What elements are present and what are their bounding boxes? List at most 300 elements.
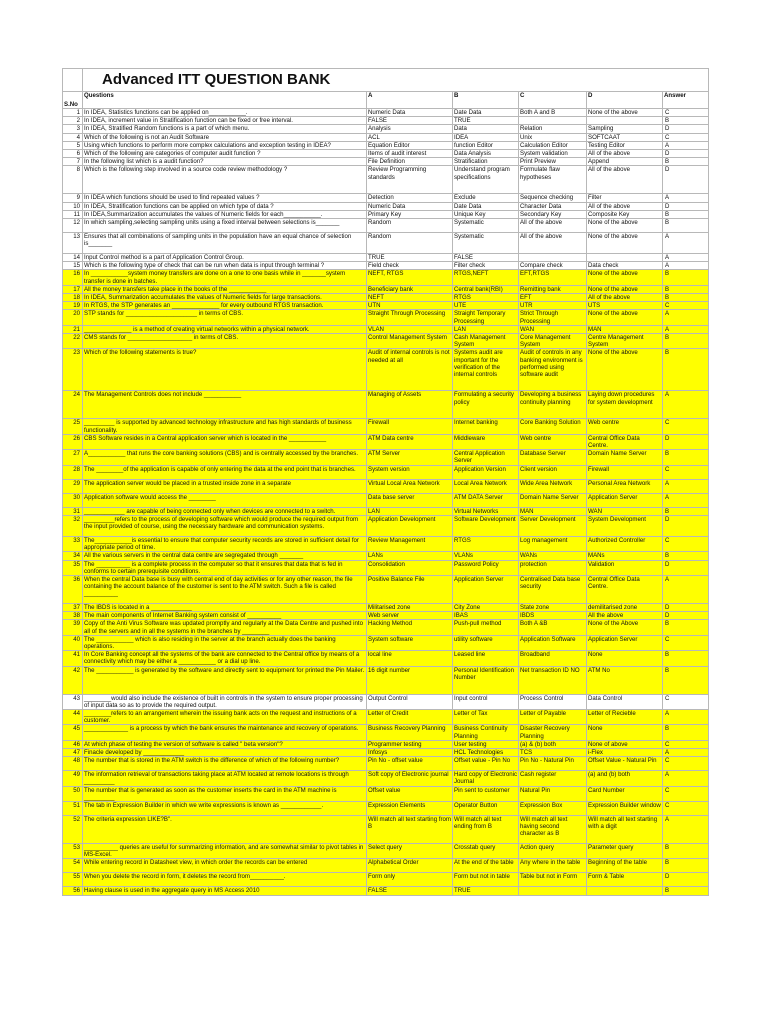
- option-d-cell[interactable]: None of the above: [587, 349, 663, 391]
- option-a-cell[interactable]: Will match all text starting from B: [367, 815, 453, 843]
- answer-cell[interactable]: B: [663, 158, 709, 166]
- question-cell[interactable]: Ensures that all combinations of sampling units in the population have an equal chance of selection is_______: [83, 233, 367, 254]
- option-c-cell[interactable]: Will match all text having second character as B: [519, 815, 587, 843]
- option-c-cell[interactable]: EFT,RTGS: [519, 270, 587, 285]
- option-c-cell[interactable]: Both A and B: [519, 109, 587, 117]
- option-a-cell[interactable]: Review Management: [367, 536, 453, 551]
- answer-cell[interactable]: B: [663, 552, 709, 560]
- option-b-cell[interactable]: Understand program specifications: [453, 166, 519, 194]
- option-b-cell[interactable]: Date Data: [453, 202, 519, 210]
- option-b-cell[interactable]: Central bank(RBI): [453, 285, 519, 293]
- question-cell[interactable]: The IBDS is located in a ____________: [83, 603, 367, 611]
- option-b-cell[interactable]: Application Server: [453, 575, 519, 603]
- option-c-cell[interactable]: Log management: [519, 536, 587, 551]
- option-c-cell[interactable]: Compare check: [519, 262, 587, 270]
- option-a-cell[interactable]: NEFT, RTGS: [367, 270, 453, 285]
- option-a-cell[interactable]: LANs: [367, 552, 453, 560]
- question-cell[interactable]: In RTGS, the STP generates an ______________ for every outbound RTGS transaction.: [83, 302, 367, 310]
- option-a-cell[interactable]: Soft copy of Electronic journal: [367, 771, 453, 786]
- question-cell[interactable]: ______________ is a method of creating virtual networks within a physical network.: [83, 325, 367, 333]
- question-cell[interactable]: In IDEA, increment value in Stratification function can be fixed or free interval.: [83, 117, 367, 125]
- option-c-cell[interactable]: Secondary Key: [519, 210, 587, 218]
- option-a-cell[interactable]: local line: [367, 651, 453, 666]
- question-cell[interactable]: Copy of the Anti Virus Software was updated promptly and regularly at the Data Centre and pushed into all of the servers and in all the systems in the branches by ________: [83, 620, 367, 635]
- header-questions[interactable]: Questions: [83, 92, 367, 109]
- option-c-cell[interactable]: [519, 887, 587, 895]
- answer-cell[interactable]: C: [663, 786, 709, 801]
- option-b-cell[interactable]: Internet banking: [453, 419, 519, 434]
- option-c-cell[interactable]: Wide Area Network: [519, 479, 587, 493]
- option-d-cell[interactable]: Testing Editor: [587, 141, 663, 149]
- option-b-cell[interactable]: Pin sent to customer: [453, 786, 519, 801]
- option-a-cell[interactable]: UTN: [367, 302, 453, 310]
- row-number[interactable]: 3: [63, 125, 83, 133]
- row-number[interactable]: 29: [63, 479, 83, 493]
- option-b-cell[interactable]: Central Application Server: [453, 450, 519, 465]
- option-d-cell[interactable]: SOFTCAAT: [587, 133, 663, 141]
- option-d-cell[interactable]: None of the above: [587, 270, 663, 285]
- option-c-cell[interactable]: Action query: [519, 843, 587, 858]
- option-a-cell[interactable]: Letter of Credit: [367, 709, 453, 724]
- option-a-cell[interactable]: FALSE: [367, 117, 453, 125]
- option-d-cell[interactable]: Authorized Controller: [587, 536, 663, 551]
- option-c-cell[interactable]: protection: [519, 560, 587, 575]
- option-a-cell[interactable]: ATM Data centre: [367, 434, 453, 449]
- answer-cell[interactable]: C: [663, 465, 709, 479]
- answer-cell[interactable]: C: [663, 536, 709, 551]
- question-cell[interactable]: The main components of Internet Banking system consist of __________: [83, 612, 367, 620]
- row-number[interactable]: 40: [63, 635, 83, 650]
- row-number[interactable]: 53: [63, 843, 83, 858]
- row-number[interactable]: 20: [63, 310, 83, 325]
- option-d-cell[interactable]: Append: [587, 158, 663, 166]
- option-c-cell[interactable]: Remitting bank: [519, 285, 587, 293]
- option-d-cell[interactable]: Centre Management System: [587, 334, 663, 349]
- answer-cell[interactable]: B: [663, 210, 709, 218]
- answer-cell[interactable]: A: [663, 310, 709, 325]
- answer-cell[interactable]: A: [663, 391, 709, 419]
- option-b-cell[interactable]: IBAS: [453, 612, 519, 620]
- option-b-cell[interactable]: Stratification: [453, 158, 519, 166]
- option-a-cell[interactable]: Web server: [367, 612, 453, 620]
- option-c-cell[interactable]: Sequence checking: [519, 194, 587, 202]
- option-d-cell[interactable]: None of the above: [587, 285, 663, 293]
- option-d-cell[interactable]: Form & Table: [587, 873, 663, 887]
- option-a-cell[interactable]: FALSE: [367, 887, 453, 895]
- answer-cell[interactable]: B: [663, 349, 709, 391]
- option-d-cell[interactable]: Domain Name Server: [587, 450, 663, 465]
- option-b-cell[interactable]: Exclude: [453, 194, 519, 202]
- option-b-cell[interactable]: IDEA: [453, 133, 519, 141]
- option-b-cell[interactable]: Straight Temporary Processing: [453, 310, 519, 325]
- option-a-cell[interactable]: Select query: [367, 843, 453, 858]
- answer-cell[interactable]: B: [663, 285, 709, 293]
- option-a-cell[interactable]: Business Recovery Planning: [367, 725, 453, 740]
- option-a-cell[interactable]: Programmer testing: [367, 740, 453, 748]
- option-d-cell[interactable]: Expression Builder window: [587, 801, 663, 815]
- option-d-cell[interactable]: demilitarised zone: [587, 603, 663, 611]
- answer-cell[interactable]: A: [663, 254, 709, 262]
- answer-cell[interactable]: D: [663, 202, 709, 210]
- option-c-cell[interactable]: [519, 117, 587, 125]
- option-d-cell[interactable]: None of the Above: [587, 620, 663, 635]
- option-c-cell[interactable]: Expression Box: [519, 801, 587, 815]
- option-d-cell[interactable]: Firewall: [587, 465, 663, 479]
- row-number[interactable]: 8: [63, 166, 83, 194]
- option-c-cell[interactable]: Pin No - Natural Pin: [519, 757, 587, 771]
- option-d-cell[interactable]: Central Office Data Centre.: [587, 434, 663, 449]
- option-a-cell[interactable]: Control Management System: [367, 334, 453, 349]
- option-b-cell[interactable]: Personal Identification Number: [453, 666, 519, 694]
- row-number[interactable]: 17: [63, 285, 83, 293]
- option-a-cell[interactable]: Infosys: [367, 748, 453, 756]
- row-number[interactable]: 30: [63, 493, 83, 507]
- answer-cell[interactable]: C: [663, 740, 709, 748]
- option-c-cell[interactable]: Web centre: [519, 434, 587, 449]
- option-c-cell[interactable]: All of the above: [519, 219, 587, 233]
- question-cell[interactable]: When the central Data base is busy with central end of day activities or for any other reason, the file containing the account balance of the customer is sent to the ATM switch. Such a file is called __________: [83, 575, 367, 603]
- question-cell[interactable]: The number that is stored in the ATM switch is the difference of which of the following number?: [83, 757, 367, 771]
- header-d[interactable]: D: [587, 92, 663, 109]
- row-number[interactable]: 35: [63, 560, 83, 575]
- option-c-cell[interactable]: Relation: [519, 125, 587, 133]
- answer-cell[interactable]: B: [663, 294, 709, 302]
- option-c-cell[interactable]: [519, 254, 587, 262]
- option-b-cell[interactable]: VLANs: [453, 552, 519, 560]
- answer-cell[interactable]: D: [663, 515, 709, 536]
- option-d-cell[interactable]: [587, 887, 663, 895]
- answer-cell[interactable]: C: [663, 801, 709, 815]
- row-number[interactable]: 2: [63, 117, 83, 125]
- option-b-cell[interactable]: Data: [453, 125, 519, 133]
- header-sno[interactable]: S.No: [63, 92, 83, 109]
- option-a-cell[interactable]: Virtual Local Area Network: [367, 479, 453, 493]
- option-a-cell[interactable]: Beneficiary bank: [367, 285, 453, 293]
- option-c-cell[interactable]: Domain Name Server: [519, 493, 587, 507]
- question-cell[interactable]: Which is the following type of check that can be run when data is input through terminal ?: [83, 262, 367, 270]
- option-c-cell[interactable]: MAN: [519, 507, 587, 515]
- question-cell[interactable]: Which of the following is not an Audit Software: [83, 133, 367, 141]
- row-number[interactable]: 9: [63, 194, 83, 202]
- question-cell[interactable]: The number that is generated as soon as the customer inserts the card in the ATM machine is _________: [83, 786, 367, 801]
- row-number[interactable]: 52: [63, 815, 83, 843]
- question-cell[interactable]: The___________is essential to ensure that computer security records are stored in sufficient detail for appropriate period of time.: [83, 536, 367, 551]
- option-b-cell[interactable]: At the end of the table: [453, 859, 519, 873]
- option-d-cell[interactable]: None of the above: [587, 219, 663, 233]
- option-d-cell[interactable]: Card Number: [587, 786, 663, 801]
- question-cell[interactable]: CBS Software resides in a Central application server which is located in the ___________: [83, 434, 367, 449]
- option-c-cell[interactable]: TCS: [519, 748, 587, 756]
- answer-cell[interactable]: A: [663, 325, 709, 333]
- question-cell[interactable]: CMS stands for ___________________ in terms of CBS.: [83, 334, 367, 349]
- option-b-cell[interactable]: Systematic: [453, 233, 519, 254]
- question-cell[interactable]: The ___________ which is also residing in the server at the branch actually does the banking operations.: [83, 635, 367, 650]
- option-b-cell[interactable]: Application Version: [453, 465, 519, 479]
- row-number[interactable]: 47: [63, 748, 83, 756]
- option-d-cell[interactable]: Central Office Data Centre.: [587, 575, 663, 603]
- option-d-cell[interactable]: Letter of Recieble: [587, 709, 663, 724]
- option-b-cell[interactable]: Hard copy of Electronic Journal: [454, 771, 517, 786]
- option-a-cell[interactable]: Form only: [367, 873, 453, 887]
- option-b-cell[interactable]: Date Data: [453, 109, 519, 117]
- option-b-cell[interactable]: Push-pull method: [453, 620, 519, 635]
- row-number[interactable]: 27: [63, 450, 83, 465]
- question-cell[interactable]: In the following list which is a audit function?: [83, 158, 367, 166]
- row-number[interactable]: 43: [63, 694, 83, 709]
- option-a-cell[interactable]: Audit of internal controls is not needed at all: [367, 349, 453, 391]
- question-cell[interactable]: In IDEA, Stratified Random functions is a part of which menu.: [83, 125, 367, 133]
- option-b-cell[interactable]: Leased line: [453, 651, 519, 666]
- option-b-cell[interactable]: Cash Management System: [453, 334, 519, 349]
- option-d-cell[interactable]: All of the above: [587, 294, 663, 302]
- row-number[interactable]: 49: [63, 771, 83, 786]
- option-c-cell[interactable]: EFT: [519, 294, 587, 302]
- option-b-cell[interactable]: Filter check: [453, 262, 519, 270]
- option-c-cell[interactable]: Any where in the table: [519, 859, 587, 873]
- question-cell[interactable]: The information retrieval of transactions taking place at ATM located at remote locations is through _________: [83, 771, 367, 786]
- option-a-cell[interactable]: Militarised zone: [367, 603, 453, 611]
- row-number[interactable]: 48: [63, 757, 83, 771]
- option-d-cell[interactable]: None of the above: [587, 109, 663, 117]
- option-d-cell[interactable]: Sampling: [587, 125, 663, 133]
- question-cell[interactable]: A___________ that runs the core banking solutions (CBS) and is centrally accessed by the branches.: [83, 450, 367, 465]
- header-a[interactable]: A: [367, 92, 453, 109]
- answer-cell[interactable]: B: [663, 620, 709, 635]
- option-d-cell[interactable]: All the above: [587, 612, 663, 620]
- row-number[interactable]: 15: [63, 262, 83, 270]
- option-a-cell[interactable]: Positive Balance File: [367, 575, 453, 603]
- row-number[interactable]: 14: [63, 254, 83, 262]
- row-number[interactable]: 22: [63, 334, 83, 349]
- option-a-cell[interactable]: Analysis: [367, 125, 453, 133]
- option-c-cell[interactable]: Both A &B: [519, 620, 587, 635]
- answer-cell[interactable]: D: [663, 150, 709, 158]
- option-c-cell[interactable]: Disaster Recovery Planning: [519, 725, 587, 740]
- option-a-cell[interactable]: Managing of Assets: [367, 391, 453, 419]
- answer-cell[interactable]: D: [663, 873, 709, 887]
- answer-cell[interactable]: D: [663, 603, 709, 611]
- answer-cell[interactable]: C: [663, 694, 709, 709]
- option-a-cell[interactable]: Equation Editor: [367, 141, 453, 149]
- answer-cell[interactable]: A: [663, 709, 709, 724]
- option-c-cell[interactable]: Natural Pin: [519, 786, 587, 801]
- question-cell[interactable]: The application server would be placed in a trusted inside zone in a separate: [83, 479, 367, 493]
- question-cell[interactable]: The __________ is a complete process in the computer so that it ensures that data that is fed in conforms to certain prerequisite conditions.: [83, 560, 367, 575]
- option-a-cell[interactable]: Primary Key: [367, 210, 453, 218]
- option-b-cell[interactable]: User testing: [453, 740, 519, 748]
- row-number[interactable]: 21: [63, 325, 83, 333]
- question-cell[interactable]: In IDEA,Summarization accumulates the values of Numeric fields for each___________.: [83, 210, 367, 218]
- option-b-cell[interactable]: Formulating a security policy: [453, 391, 519, 419]
- option-c-cell[interactable]: Database Server: [519, 450, 587, 465]
- row-number[interactable]: 5: [63, 141, 83, 149]
- header-b[interactable]: B: [453, 92, 519, 109]
- option-a-cell[interactable]: File Definition: [367, 158, 453, 166]
- option-d-cell[interactable]: MANs: [587, 552, 663, 560]
- answer-cell[interactable]: B: [663, 859, 709, 873]
- option-c-cell[interactable]: Core Management System: [519, 334, 587, 349]
- row-number[interactable]: 41: [63, 651, 83, 666]
- row-number[interactable]: 46: [63, 740, 83, 748]
- row-number[interactable]: 25: [63, 419, 83, 434]
- option-a-cell[interactable]: Application Development: [367, 515, 453, 536]
- option-b-cell[interactable]: Middleware: [453, 434, 519, 449]
- option-c-cell[interactable]: Application Software: [519, 635, 587, 650]
- option-c-cell[interactable]: Audit of controls in any banking environment is performed using software audit: [519, 349, 587, 391]
- option-d-cell[interactable]: Beginning of the table: [587, 859, 663, 873]
- row-number[interactable]: 33: [63, 536, 83, 551]
- option-d-cell[interactable]: Application Server: [587, 635, 663, 650]
- option-c-cell[interactable]: IBDS: [519, 612, 587, 620]
- question-cell[interactable]: In Core Banking concept all the systems of the bank are connected to the Central office by means of a connectivity which may be either a ___________ or a dial up line.: [83, 651, 367, 666]
- option-b-cell[interactable]: RTGS,NEFT: [453, 270, 519, 285]
- row-number[interactable]: 26: [63, 434, 83, 449]
- option-c-cell[interactable]: WANs: [519, 552, 587, 560]
- option-b-cell[interactable]: City Zone: [453, 603, 519, 611]
- option-c-cell[interactable]: Cash register: [519, 771, 587, 786]
- option-a-cell[interactable]: System version: [367, 465, 453, 479]
- option-d-cell[interactable]: (a) and (b) both: [587, 771, 663, 786]
- question-cell[interactable]: When you delete the record in form, it deletes the record from__________.: [83, 873, 367, 887]
- option-b-cell[interactable]: function Editor: [453, 141, 519, 149]
- option-d-cell[interactable]: None of the above: [587, 233, 663, 254]
- option-c-cell[interactable]: Server Development: [519, 515, 587, 536]
- option-a-cell[interactable]: Straight Through Processing: [367, 310, 453, 325]
- option-a-cell[interactable]: Pin No - offset value: [367, 757, 453, 771]
- question-cell[interactable]: The tab in Expression Builder in which we write expressions is known as ____________.: [83, 801, 367, 815]
- option-a-cell[interactable]: Output Control: [367, 694, 453, 709]
- option-a-cell[interactable]: LAN: [367, 507, 453, 515]
- question-cell[interactable]: ________refers to an arrangement wherein the issuing bank acts on the request and instructions of a customer.: [83, 709, 367, 724]
- option-d-cell[interactable]: Laying down procedures for system development: [587, 391, 663, 419]
- option-c-cell[interactable]: Formulate flaw hypotheses: [519, 166, 587, 194]
- option-b-cell[interactable]: utility software: [453, 635, 519, 650]
- option-c-cell[interactable]: Broadband: [519, 651, 587, 666]
- option-a-cell[interactable]: Firewall: [367, 419, 453, 434]
- option-d-cell[interactable]: None: [587, 725, 663, 740]
- option-b-cell[interactable]: Systems audit are important for the verification of the internal controls: [453, 349, 519, 391]
- option-b-cell[interactable]: Virtual Networks: [453, 507, 519, 515]
- option-b-cell[interactable]: Crosstab query: [453, 843, 519, 858]
- question-cell[interactable]: ________would also include the existence of built in controls in the system to ensure proper processing of input data so as to provide the required output.: [83, 694, 367, 709]
- answer-cell[interactable]: A: [663, 233, 709, 254]
- answer-cell[interactable]: A: [663, 141, 709, 149]
- question-cell[interactable]: _________refers to the process of developing software which would produce the required output from the input provided of course, using the necessary hardware and communication systems.: [83, 515, 367, 536]
- option-b-cell[interactable]: FALSE: [453, 254, 519, 262]
- option-b-cell[interactable]: Password Policy: [453, 560, 519, 575]
- question-cell[interactable]: Application software would access the ________: [83, 493, 367, 507]
- question-cell[interactable]: All the various servers in the central data centre are segregated through _______: [83, 552, 367, 560]
- option-b-cell[interactable]: LAN: [453, 325, 519, 333]
- question-cell[interactable]: In IDEA which functions should be used to find repeated values ?: [83, 194, 367, 202]
- option-c-cell[interactable]: Centralised Data base security: [519, 575, 587, 603]
- question-cell[interactable]: In which sampling,selecting sampling units using a fixed interval between selections is_______: [83, 219, 367, 233]
- answer-cell[interactable]: D: [663, 560, 709, 575]
- question-cell[interactable]: Which of the following are categories of computer audit function ?: [83, 150, 367, 158]
- option-c-cell[interactable]: Calculation Editor: [519, 141, 587, 149]
- option-d-cell[interactable]: All of the above: [587, 166, 663, 194]
- option-a-cell[interactable]: 16 digit number: [367, 666, 453, 694]
- option-a-cell[interactable]: Items of audit interest: [367, 150, 453, 158]
- row-number[interactable]: 34: [63, 552, 83, 560]
- answer-cell[interactable]: A: [663, 262, 709, 270]
- question-cell[interactable]: Finacle developed by ____________: [83, 748, 367, 756]
- answer-cell[interactable]: B: [663, 117, 709, 125]
- option-d-cell[interactable]: Composite Key: [587, 210, 663, 218]
- answer-cell[interactable]: B: [663, 843, 709, 858]
- option-a-cell[interactable]: ACL: [367, 133, 453, 141]
- answer-cell[interactable]: C: [663, 302, 709, 310]
- row-number[interactable]: 4: [63, 133, 83, 141]
- question-cell[interactable]: The ___________ is generated by the software and directly sent to equipment for printed the Pin Mailer.: [83, 666, 367, 694]
- option-a-cell[interactable]: Field check: [367, 262, 453, 270]
- row-number[interactable]: 55: [63, 873, 83, 887]
- answer-cell[interactable]: A: [663, 771, 709, 786]
- option-a-cell[interactable]: Random: [367, 233, 453, 254]
- option-a-cell[interactable]: Hacking Method: [367, 620, 453, 635]
- option-b-cell[interactable]: Local Area Network: [453, 479, 519, 493]
- row-number[interactable]: 39: [63, 620, 83, 635]
- option-a-cell[interactable]: Consolidation: [367, 560, 453, 575]
- option-d-cell[interactable]: [587, 117, 663, 125]
- row-number[interactable]: 13: [63, 233, 83, 254]
- question-cell[interactable]: _________ is supported by advanced technology infrastructure and has high standards of business functionality.: [83, 419, 367, 434]
- option-b-cell[interactable]: Unique Key: [453, 210, 519, 218]
- option-a-cell[interactable]: Numeric Data: [367, 109, 453, 117]
- option-b-cell[interactable]: Software Development: [453, 515, 519, 536]
- option-c-cell[interactable]: Unix: [519, 133, 587, 141]
- answer-cell[interactable]: C: [663, 419, 709, 434]
- option-c-cell[interactable]: State zone: [519, 603, 587, 611]
- option-c-cell[interactable]: UTR: [519, 302, 587, 310]
- option-c-cell[interactable]: Net transaction ID NO: [519, 666, 587, 694]
- option-b-cell[interactable]: Form but not in table: [453, 873, 519, 887]
- question-cell[interactable]: Having clause is used in the aggregate query in MS Access 2010: [83, 887, 367, 895]
- option-c-cell[interactable]: Developing a business continuity planning: [519, 391, 587, 419]
- option-c-cell[interactable]: Client version: [519, 465, 587, 479]
- answer-cell[interactable]: B: [663, 666, 709, 694]
- row-number[interactable]: 44: [63, 709, 83, 724]
- answer-cell[interactable]: D: [663, 612, 709, 620]
- option-a-cell[interactable]: Review Programming standards: [367, 166, 453, 194]
- answer-cell[interactable]: B: [663, 219, 709, 233]
- option-c-cell[interactable]: All of the above: [519, 233, 587, 254]
- option-b-cell[interactable]: Will match all text ending from B: [453, 815, 519, 843]
- option-b-cell[interactable]: HCL Technologies: [453, 748, 519, 756]
- row-number[interactable]: 37: [63, 603, 83, 611]
- option-b-cell[interactable]: TRUE: [453, 117, 519, 125]
- question-cell[interactable]: The criteria expression LIKE?B".: [83, 815, 367, 843]
- option-c-cell[interactable]: Core Banking Solution: [519, 419, 587, 434]
- header-c[interactable]: C: [519, 92, 587, 109]
- option-a-cell[interactable]: Random: [367, 219, 453, 233]
- row-number[interactable]: 32: [63, 515, 83, 536]
- option-b-cell[interactable]: Offset value - Pin No: [453, 757, 519, 771]
- option-d-cell[interactable]: Application Server: [587, 493, 663, 507]
- option-b-cell[interactable]: TRUE: [453, 887, 519, 895]
- answer-cell[interactable]: D: [663, 125, 709, 133]
- answer-cell[interactable]: C: [663, 635, 709, 650]
- question-cell[interactable]: All the money transfers take place in the books of the ___________: [83, 285, 367, 293]
- option-d-cell[interactable]: Personal Area Network: [587, 479, 663, 493]
- option-b-cell[interactable]: Business Continuity Planning: [453, 725, 519, 740]
- answer-cell[interactable]: A: [663, 815, 709, 843]
- row-number[interactable]: 1: [63, 109, 83, 117]
- option-a-cell[interactable]: Data base server: [367, 493, 453, 507]
- answer-cell[interactable]: C: [663, 757, 709, 771]
- option-d-cell[interactable]: Validation: [587, 560, 663, 575]
- option-d-cell[interactable]: ATM No: [587, 666, 663, 694]
